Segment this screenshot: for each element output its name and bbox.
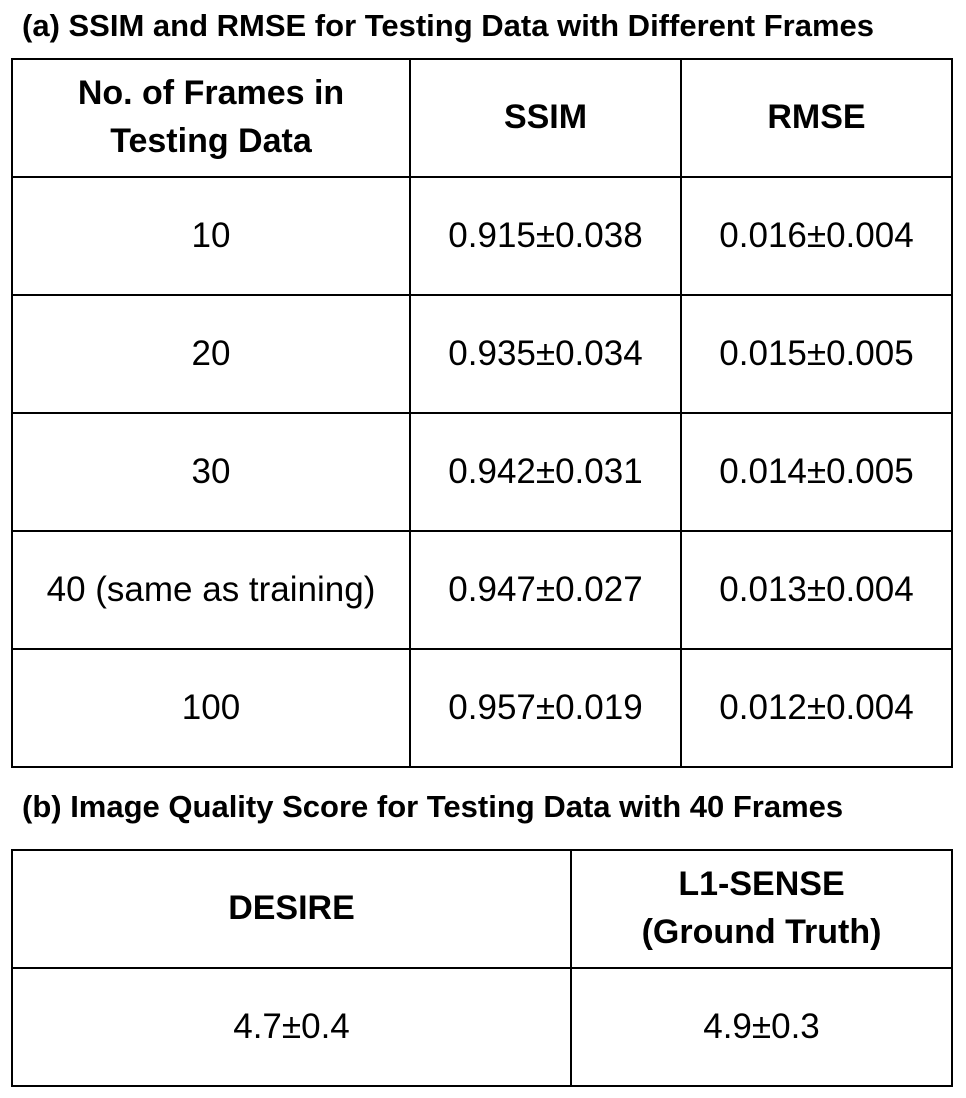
cell-rmse: 0.015±0.005 [681,295,952,413]
cell-frames: 20 [12,295,410,413]
cell-ssim: 0.957±0.019 [410,649,681,767]
cell-desire: 4.7±0.4 [12,968,571,1086]
table-row [12,968,952,1086]
cell-ssim: 0.947±0.027 [410,531,681,649]
header-frames [12,59,410,177]
cell-ssim: 0.942±0.031 [410,413,681,531]
table-row [12,531,952,649]
cell-l1sense: 4.9±0.3 [571,968,952,1086]
ssim-rmse-table [11,58,953,768]
cell-ssim: 0.915±0.038 [410,177,681,295]
table-b-caption: (b) Image Quality Score for Testing Data with 40 Frames [22,789,844,824]
header-desire: DESIRE [12,850,571,968]
table-header-row [12,59,952,177]
table-header-row [12,850,952,968]
cell-rmse: 0.012±0.004 [681,649,952,767]
cell-rmse: 0.013±0.004 [681,531,952,649]
header-l1sense-line2: (Ground Truth) [641,913,882,951]
table-a-caption: (a) SSIM and RMSE for Testing Data with Different Frames [22,8,875,43]
header-rmse: RMSE [681,59,952,177]
table-row [12,295,952,413]
table-row [12,649,952,767]
cell-frames: 10 [12,177,410,295]
cell-frames: 100 [12,649,410,767]
image-quality-table [11,849,953,1087]
header-l1sense [571,850,952,968]
table-row [12,177,952,295]
header-l1sense-line1: L1-SENSE [678,865,845,904]
cell-frames: 40 (same as training) [12,531,410,649]
cell-frames: 30 [12,413,410,531]
table-row [12,413,952,531]
cell-rmse: 0.014±0.005 [681,413,952,531]
cell-ssim: 0.935±0.034 [410,295,681,413]
header-frames-line2: Testing Data [110,122,312,160]
header-frames-line1: No. of Frames in [77,74,345,113]
header-ssim: SSIM [410,59,681,177]
cell-rmse: 0.016±0.004 [681,177,952,295]
